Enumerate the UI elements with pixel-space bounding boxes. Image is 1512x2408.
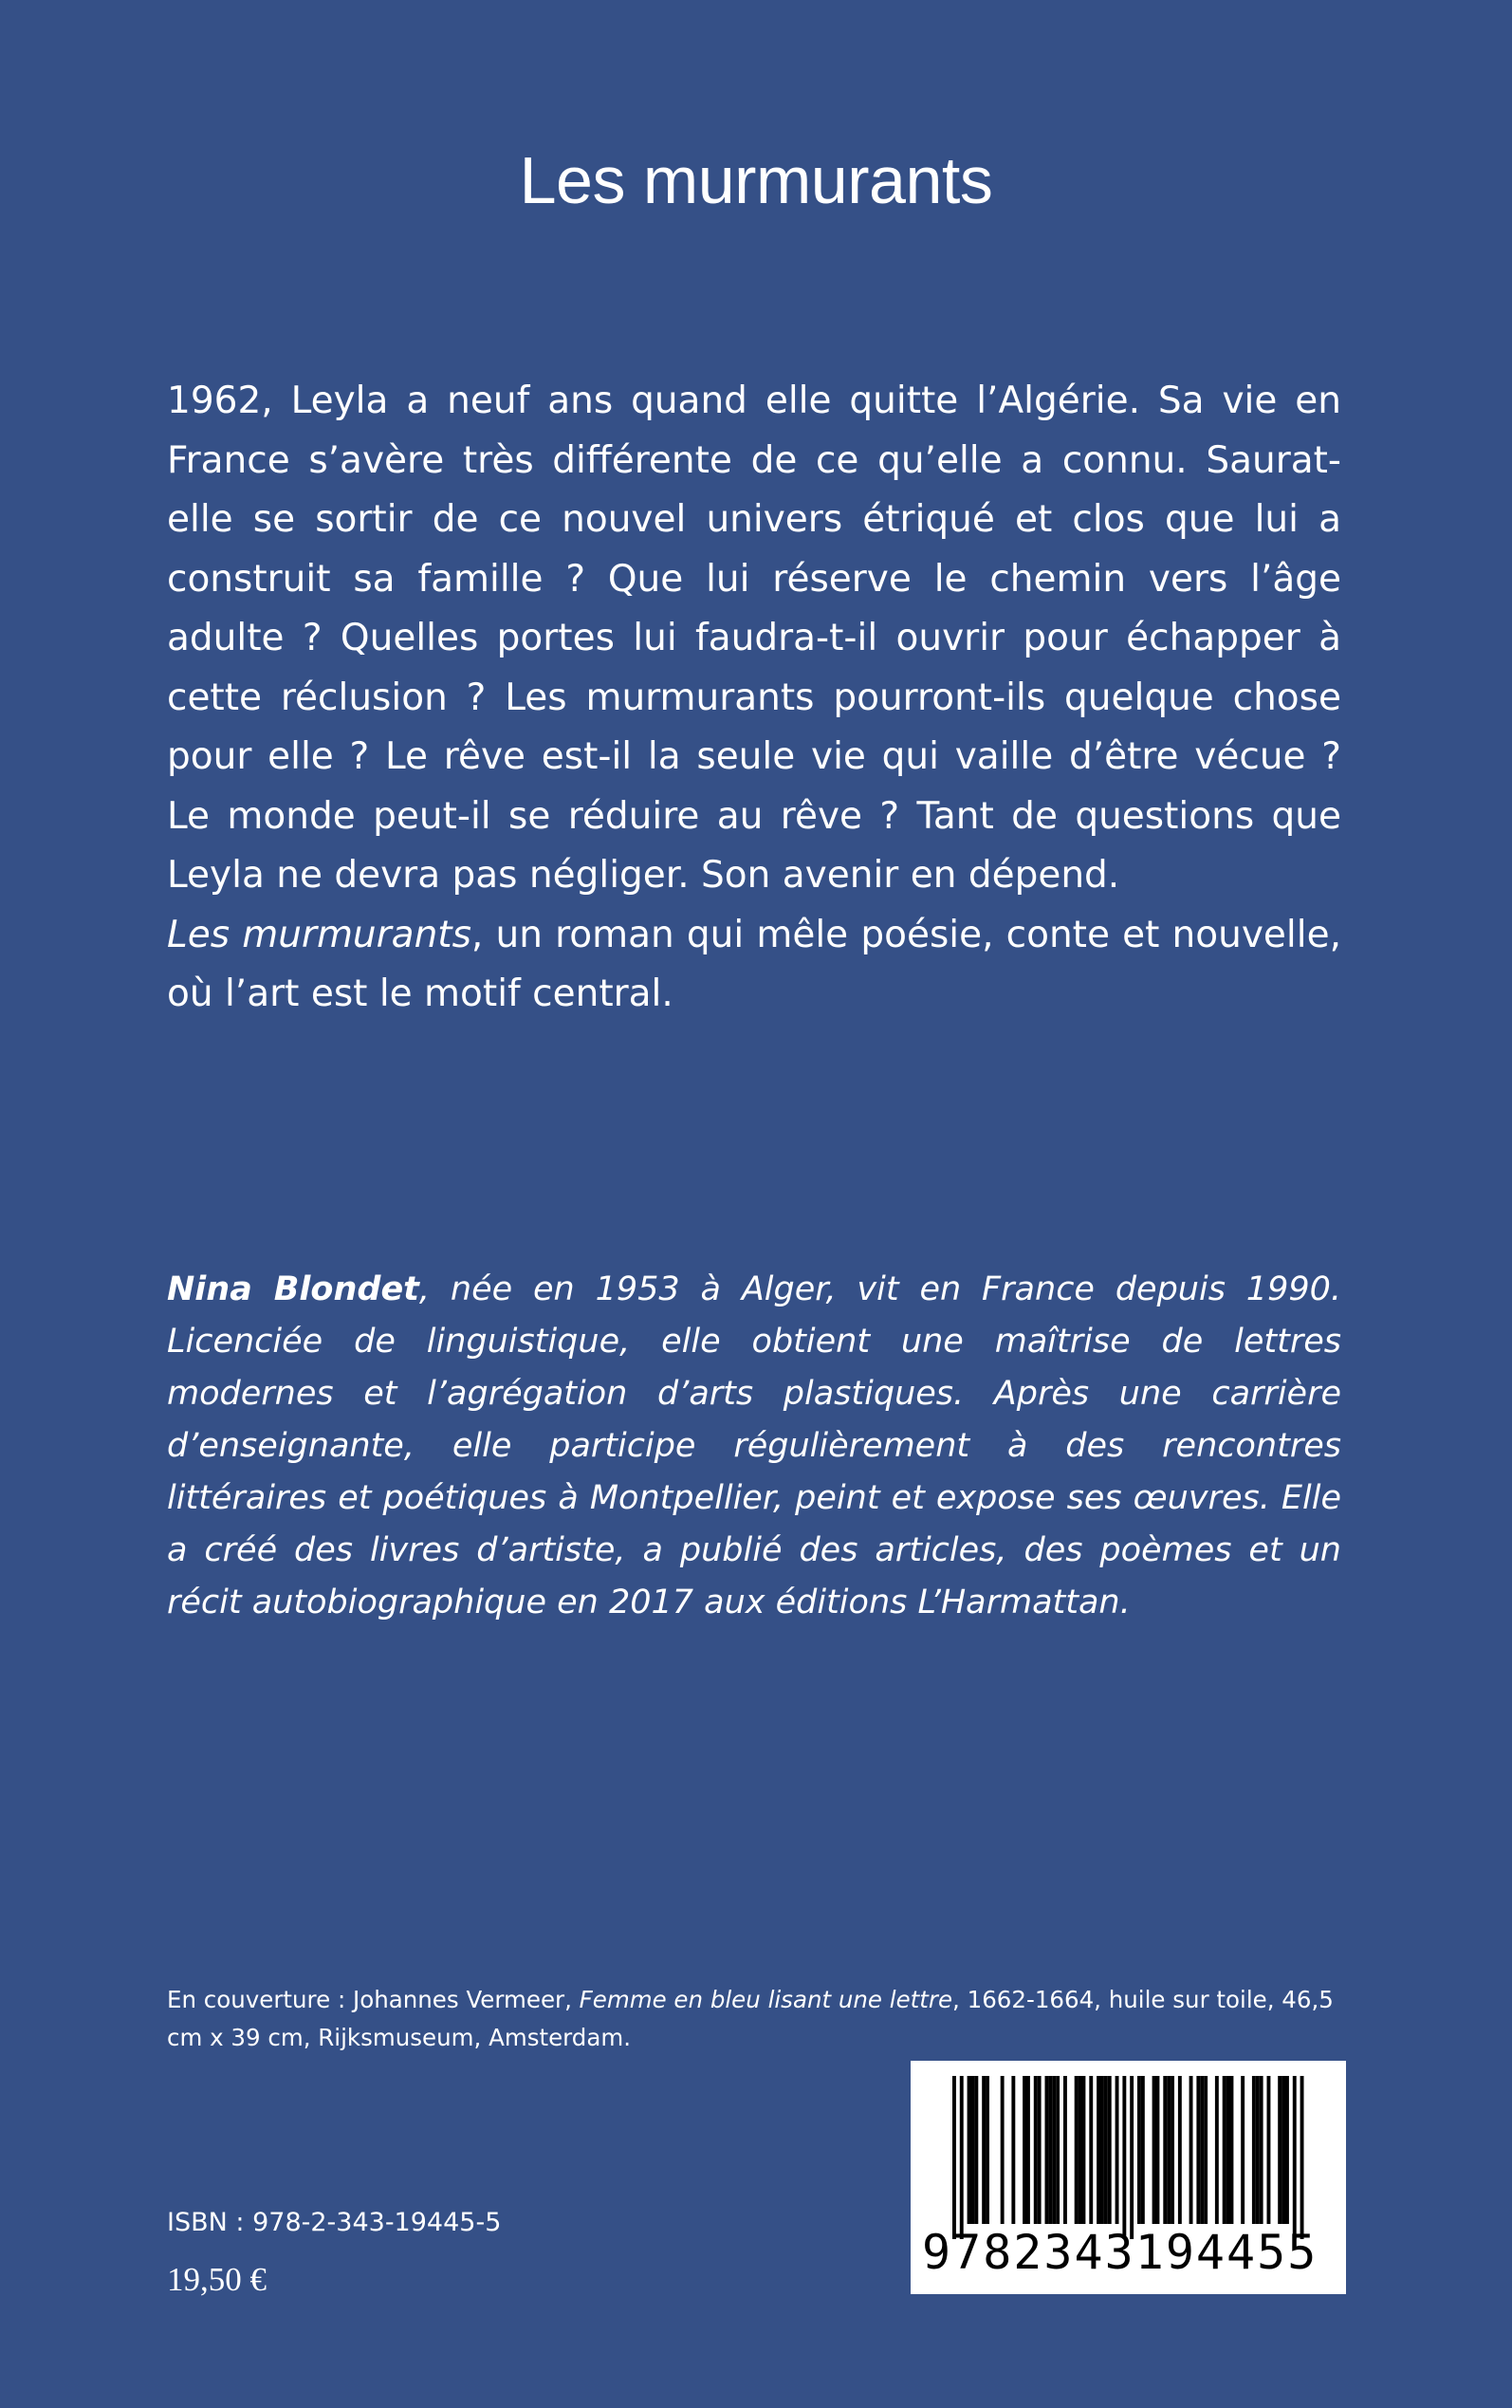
barcode-bar [1167,2076,1171,2224]
isbn: ISBN : 978-2-343-19445-5 [167,2208,502,2237]
barcode-bar [1204,2076,1208,2224]
barcode-bar [1104,2076,1108,2224]
barcode-bar [986,2076,989,2224]
cover-credit-prefix: En couverture : Johannes Vermeer, [167,1986,580,2013]
barcode-bar [952,2076,956,2239]
barcode-bar [1293,2076,1297,2239]
barcode-bar [1089,2076,1093,2224]
price: 19,50 € [167,2261,267,2298]
cover-credit-suffix: , 1662-1664, huile sur toile, 46,5 cm x 39 cm, Rijksmuseum, Amsterdam. [167,1986,1334,2051]
book-title: Les murmurants [519,143,993,217]
barcode-bar [1163,2076,1167,2224]
barcode-bar [1082,2076,1086,2224]
barcode-bar [1045,2076,1049,2224]
barcode-bar [1230,2076,1234,2224]
author-bio-text: , née en 1953 à Alger, vit en France depuis 1990. Licenciée de linguistique, elle obtient une maîtrise de lettres modernes et l’agrégation d’arts plastiques. Après une carrière d’enseignante, elle participe régulièrement à des rencontres littéraires et poétiques à Montpellier, peint et expose ses œuvres. Elle a créé des livres d’artiste, a publié des articles, des poèmes et un récit autobiographique en 2017 aux éditions L’Harmattan. [167,1270,1342,1621]
barcode-bar [1026,2076,1030,2224]
barcode-bar [982,2076,986,2224]
barcode-bar [1063,2076,1067,2224]
barcode-bar [1267,2076,1271,2224]
barcode-bar [1226,2076,1230,2224]
barcode-bar [1178,2076,1182,2224]
blurb-closing-text: , un roman qui mêle poésie, conte et nouvelle, où l’art est le motif central. [167,913,1341,1015]
barcode-bar [1100,2076,1104,2224]
barcode-bar [1108,2076,1112,2224]
barcode-bar [1048,2076,1052,2224]
barcode-bar [1075,2076,1079,2224]
barcode-bar [1122,2076,1126,2239]
barcode-digits: 9782343194455 [922,2225,1318,2280]
barcode-bar [1278,2076,1282,2224]
barcode-bar [1260,2076,1263,2224]
barcode-bar [968,2076,971,2224]
barcode-bar [1285,2076,1289,2224]
barcode-bar [1171,2076,1174,2224]
barcode-bar [1011,2076,1015,2224]
cover-credit [167,1981,1343,2057]
barcode-bar [1282,2076,1285,2224]
barcode-bar [1116,2076,1119,2224]
barcode-bar [960,2076,964,2239]
barcode-bar [1152,2076,1156,2224]
barcode-bar [1156,2076,1160,2224]
barcode-bar [1223,2076,1226,2224]
barcode-bar [1196,2076,1200,2224]
barcode-bar [1130,2076,1134,2239]
barcode-bar [1252,2076,1256,2224]
barcode [911,2061,1346,2294]
barcode-bar [1052,2076,1056,2224]
barcode-bar [1215,2076,1219,2224]
blurb-paragraph: 1962, Leyla a neuf ans quand elle quitte l’Algérie. Sa vie en France s’avère très différente de ce qu’elle a connu. Saurat-elle se sortir de ce nouvel univers étriqué et clos que lui a construit sa famille ? Que lui réserve le chemin vers l’âge adulte ? Quelles portes lui faudra-t-il ouvrir pour échapper à cette réclusion ? Les murmurants pourront-ils quelque chose pour elle ? Le rêve est-il la seule vie qui vaille d’être vécue ? Le monde peut-il se réduire au rêve ? Tant de questions que Leyla ne devra pas négliger. Son avenir en dépend. [167,380,1341,897]
barcode-bar [1256,2076,1260,2224]
cover-artwork-title: Femme en bleu lisant une lettre [579,1986,953,2013]
barcode-bar [1300,2076,1304,2239]
barcode-bar [1034,2076,1038,2224]
barcode-bar [1097,2076,1100,2224]
barcode-bar [1200,2076,1204,2224]
barcode-bar [1001,2076,1005,2224]
barcode-bar [1079,2076,1082,2224]
author-name: Nina Blondet [167,1270,419,1308]
back-cover-blurb [167,372,1341,1025]
barcode-bar [1141,2076,1145,2224]
barcode-bar [971,2076,975,2224]
author-bio [167,1264,1341,1629]
blurb-title-italic: Les murmurants [167,913,471,956]
barcode-bar [1056,2076,1060,2224]
barcode-bar [974,2076,978,2224]
barcode-bar [1189,2076,1193,2224]
barcode-bar [1038,2076,1042,2224]
barcode-bar [1023,2076,1026,2224]
barcode-bar [1241,2076,1245,2224]
barcode-bar [1137,2076,1141,2224]
blurb-closing-paragraph [167,906,1341,1025]
